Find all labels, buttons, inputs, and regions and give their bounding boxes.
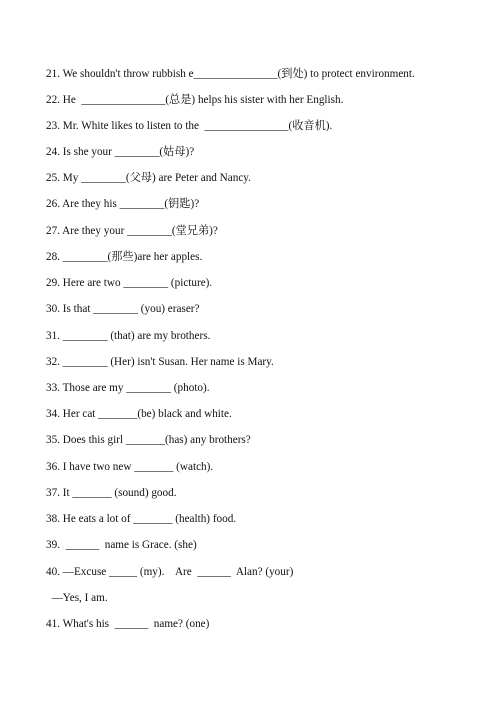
exercise-31: 31. ________ (that) are my brothers. (46, 330, 211, 342)
exercise-29: 29. Here are two ________ (picture). (46, 277, 213, 289)
exercise-34: 34. Her cat _______(be) black and white. (46, 408, 232, 420)
exercise-37: 37. It _______ (sound) good. (46, 487, 177, 499)
exercise-40-reply: —Yes, I am. (46, 592, 108, 604)
exercise-35: 35. Does this girl _______(has) any brothers? (46, 434, 251, 446)
exercise-24: 24. Is she your ________(姑母)? (46, 146, 195, 158)
exercise-22: 22. He _______________(总是) helps his sister with her English. (46, 94, 344, 106)
exercise-28: 28. ________(那些)are her apples. (46, 251, 203, 263)
exercise-41: 41. What's his ______ name? (one) (46, 618, 210, 630)
exercise-32: 32. ________ (Her) isn't Susan. Her name is Mary. (46, 356, 274, 368)
exercise-21: 21. We shouldn't throw rubbish e_______________(到处) to protect environment. (46, 68, 415, 80)
exercise-23: 23. Mr. White likes to listen to the _______________(收音机). (46, 120, 333, 132)
exercise-36: 36. I have two new _______ (watch). (46, 461, 214, 473)
exercise-40: 40. —Excuse _____ (my). Are ______ Alan? (your) (46, 566, 294, 578)
exercise-26: 26. Are they his ________(钥匙)? (46, 198, 200, 210)
exercise-30: 30. Is that ________ (you) eraser? (46, 303, 200, 315)
exercise-27: 27. Are they your ________(堂兄弟)? (46, 225, 218, 237)
exercise-38: 38. He eats a lot of _______ (health) food. (46, 513, 237, 525)
exercise-25: 25. My ________(父母) are Peter and Nancy. (46, 172, 251, 184)
exercise-39: 39. ______ name is Grace. (she) (46, 539, 197, 551)
exercise-33: 33. Those are my ________ (photo). (46, 382, 210, 394)
